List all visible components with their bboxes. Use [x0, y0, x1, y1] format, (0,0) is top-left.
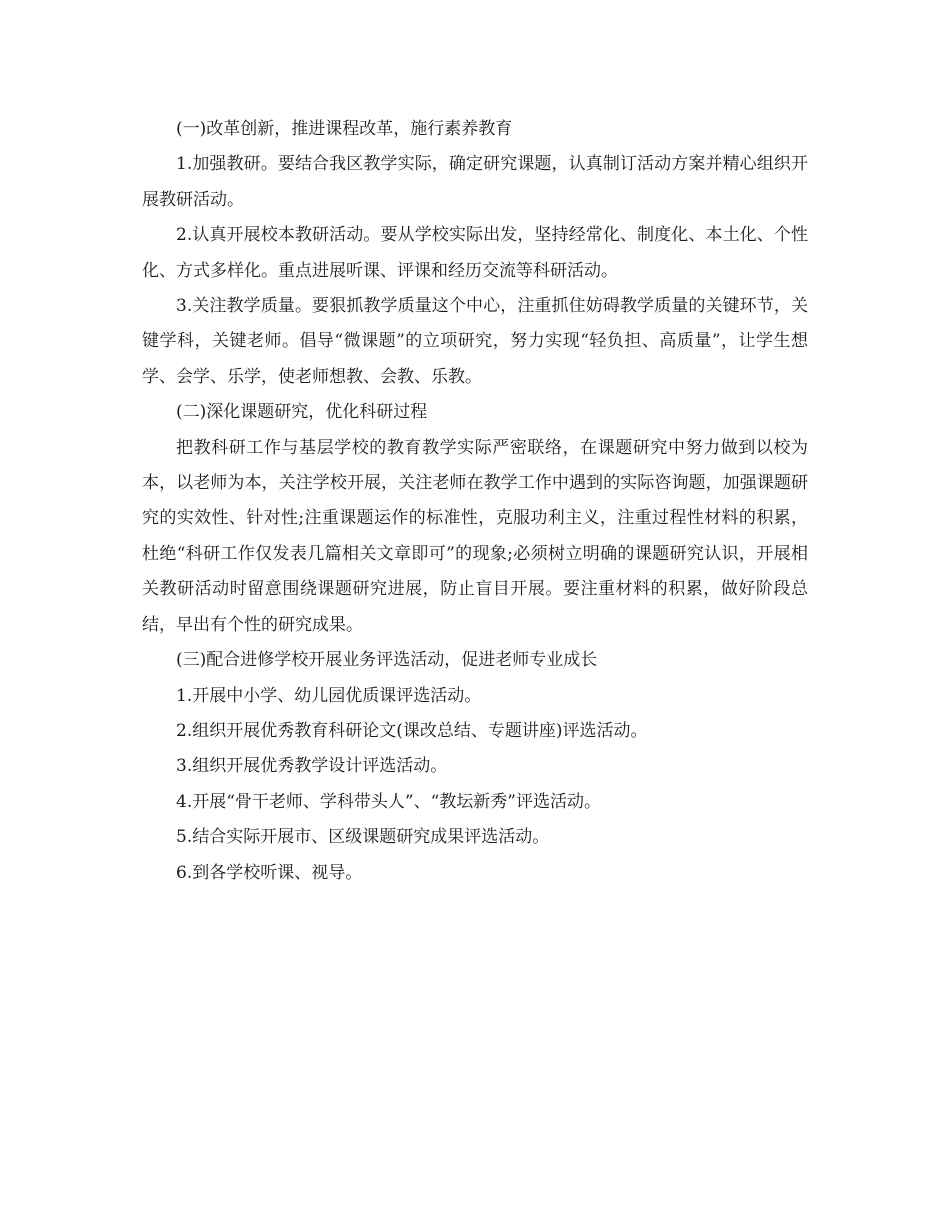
list-item-3-4: 4.开展“骨干老师、学科带头人”、“教坛新秀”评选活动。 [176, 791, 601, 812]
document-body [142, 112, 808, 891]
list-item-3-5: 5.结合实际开展市、区级课题研究成果评选活动。 [176, 827, 550, 848]
section-heading-1: (一)改革创新，推进课程改革，施行素养教育 [176, 119, 513, 139]
list-item-3-6: 6.到各学校听课、视导。 [176, 862, 363, 883]
section-heading-3: (三)配合进修学校开展业务评选活动，促进老师专业成长 [176, 650, 598, 671]
list-item-1-3: 3.关注教学质量。要狠抓教学质量这个中心，注重抓住妨碍教学质量的关键环节，关键学科，关键老师。倡导“微课题”的立项研究，努力实现“轻负担、高质量”，让学生想学、会学、乐学，使老师想教、会教、乐教。 [142, 296, 808, 387]
section-heading-2: (二)深化课题研究，优化科研过程 [176, 402, 428, 423]
body-paragraph-2: 把教科研工作与基层学校的教育教学实际严密联络，在课题研究中努力做到以校为本，以老师为本，关注学校开展，关注老师在教学工作中遇到的实际咨询题，加强课题研究的实效性、针对性;注重课题运作的标准性，克服功利主义，注重过程性材料的积累，杜绝“科研工作仅发表几篇相关文章即可”的现象;必须树立明确的课题研究认识，开展相关教研活动时留意围绕课题研究进展，防止盲目开展。要注重材料的积累，做好阶段总结，早出有个性的研究成果。 [142, 437, 808, 635]
list-item-1-1: 1.加强教研。要结合我区教学实际，确定研究课题，认真制订活动方案并精心组织开展教研活动。 [142, 154, 808, 210]
list-item-3-1: 1.开展中小学、幼儿园优质课评选活动。 [176, 685, 482, 706]
list-item-1-2: 2.认真开展校本教研活动。要从学校实际出发，坚持经常化、制度化、本土化、个性化、方式多样化。重点进展听课、评课和经历交流等科研活动。 [142, 225, 808, 281]
list-item-3-3: 3.组织开展优秀教学设计评选活动。 [176, 756, 448, 777]
list-item-3-2: 2.组织开展优秀教育科研论文(课改总结、专题讲座)评选活动。 [176, 720, 648, 741]
